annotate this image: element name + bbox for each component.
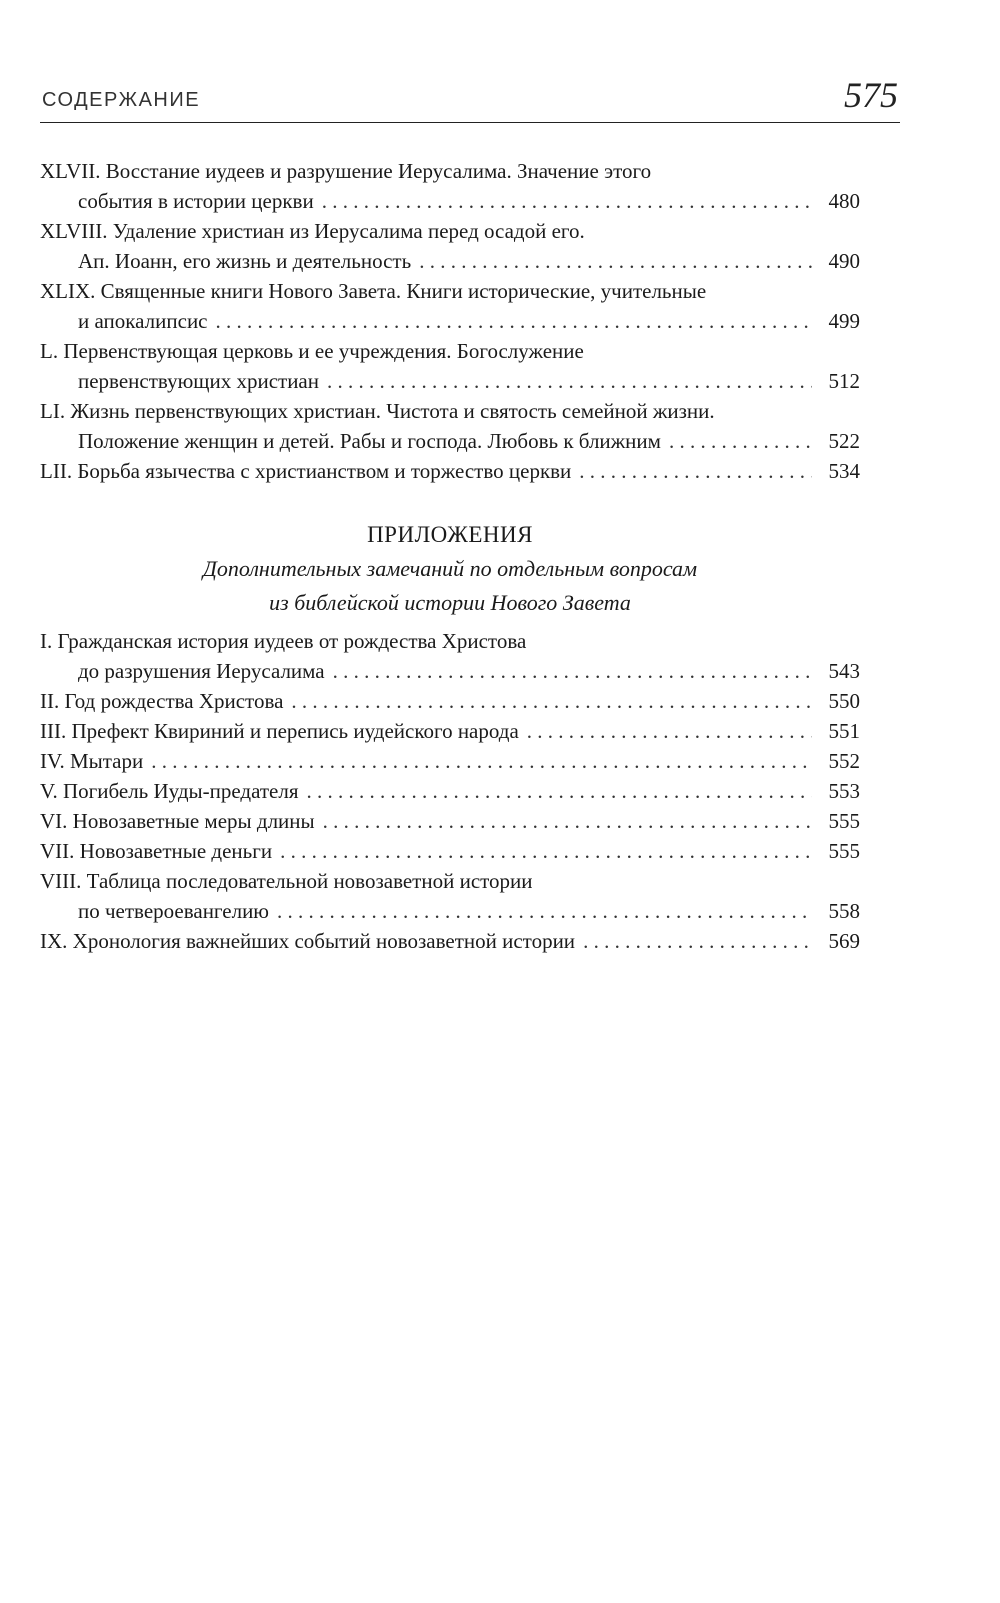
dot-leader xyxy=(333,656,812,686)
toc-entry-page: 569 xyxy=(828,929,860,953)
toc-entry-page: 543 xyxy=(828,659,860,683)
toc-entry-page: 534 xyxy=(828,459,860,483)
dot-leader xyxy=(583,926,812,956)
toc-entry-lead: I. Гражданская история иудеев от рождества Христова xyxy=(40,629,527,653)
appendix-title: ПРИЛОЖЕНИЯ xyxy=(367,522,533,547)
appendix-entry xyxy=(40,776,860,806)
toc-entry-lead: L. Первенствующая церковь и ее учреждения. Богослужение xyxy=(40,339,584,363)
running-header xyxy=(40,70,900,123)
toc-entry-text: IV. Мытари xyxy=(40,749,144,773)
toc-entry-lead: XLVIII. Удаление христиан из Иерусалима перед осадой его. xyxy=(40,219,585,243)
appendix-entry xyxy=(40,926,860,956)
toc-entry-text: и апокалипсис xyxy=(78,309,208,333)
toc-entry-lead: XLIX. Священные книги Нового Завета. Книги исторические, учительные xyxy=(40,279,707,303)
toc-entry-lead: VIII. Таблица последовательной новозаветной истории xyxy=(40,869,533,893)
appendix-subtitle-line-1: Дополнительных замечаний по отдельным вопросам xyxy=(202,556,698,581)
appendix-entry xyxy=(40,746,860,776)
toc-entry-text: IX. Хронология важнейших событий новозаветной истории xyxy=(40,929,576,953)
toc-entry-text: LII. Борьба язычества с христианством и торжество церкви xyxy=(40,459,572,483)
toc-entry-text: события в истории церкви xyxy=(78,189,314,213)
dot-leader xyxy=(322,186,812,216)
toc-entry-lead: LI. Жизнь первенствующих христиан. Чистота и святость семейной жизни. xyxy=(40,399,715,423)
toc-entry-page: 558 xyxy=(828,899,860,923)
appendix-entry xyxy=(40,806,860,836)
toc-entry xyxy=(40,156,860,216)
toc-entry-lead: XLVII. Восстание иудеев и разрушение Иерусалима. Значение этого xyxy=(40,159,652,183)
appendix-entry xyxy=(40,866,860,926)
page-number: 575 xyxy=(844,75,898,115)
dot-leader xyxy=(277,896,812,926)
toc-entry-text: по четвероевангелию xyxy=(78,899,269,923)
appendix-subtitle-line-2: из библейской истории Нового Завета xyxy=(269,590,631,615)
toc-entry xyxy=(40,456,860,486)
toc-entry-text: первенствующих христиан xyxy=(78,369,319,393)
dot-leader xyxy=(327,366,812,396)
appendix-heading xyxy=(40,518,860,620)
toc-entry xyxy=(40,396,860,456)
dot-leader xyxy=(216,306,813,336)
toc-entry-page: 552 xyxy=(828,749,860,773)
contents-list xyxy=(40,156,860,486)
toc-entry-page: 551 xyxy=(828,719,860,743)
toc-entry-text: III. Префект Квириний и перепись иудейского народа xyxy=(40,719,519,743)
toc-entry xyxy=(40,216,860,276)
dot-leader xyxy=(579,456,812,486)
toc-entry-page: 555 xyxy=(828,839,860,863)
toc-entry-text: Ап. Иоанн, его жизнь и деятельность xyxy=(78,249,412,273)
toc-entry xyxy=(40,276,860,336)
toc-entry-text: II. Год рождества Христова xyxy=(40,689,284,713)
running-title: СОДЕРЖАНИЕ xyxy=(42,89,201,111)
toc-entry-page: 550 xyxy=(828,689,860,713)
dot-leader xyxy=(527,716,812,746)
toc-entry-page: 553 xyxy=(828,779,860,803)
dot-leader xyxy=(323,806,812,836)
toc-entry-page: 490 xyxy=(828,249,860,273)
dot-leader xyxy=(151,746,812,776)
dot-leader xyxy=(280,836,812,866)
toc-entry-page: 480 xyxy=(828,189,860,213)
dot-leader xyxy=(291,686,812,716)
appendix-entry xyxy=(40,626,860,686)
toc-entry-page: 499 xyxy=(828,309,860,333)
toc-entry-text: Положение женщин и детей. Рабы и господа. Любовь к ближним xyxy=(78,429,661,453)
toc-entry-page: 522 xyxy=(828,429,860,453)
toc-entry-text: V. Погибель Иуды-предателя xyxy=(40,779,299,803)
appendix-entry xyxy=(40,686,860,716)
dot-leader xyxy=(307,776,812,806)
dot-leader xyxy=(419,246,812,276)
toc-entry xyxy=(40,336,860,396)
toc-entry-page: 512 xyxy=(828,369,860,393)
appendix-entry xyxy=(40,716,860,746)
toc-entry-text: до разрушения Иерусалима xyxy=(78,659,325,683)
toc-entry-text: VII. Новозаветные деньги xyxy=(40,839,273,863)
dot-leader xyxy=(669,426,812,456)
appendix-contents-list xyxy=(40,626,860,956)
appendix-entry xyxy=(40,836,860,866)
toc-entry-text: VI. Новозаветные меры длины xyxy=(40,809,315,833)
toc-entry-page: 555 xyxy=(828,809,860,833)
